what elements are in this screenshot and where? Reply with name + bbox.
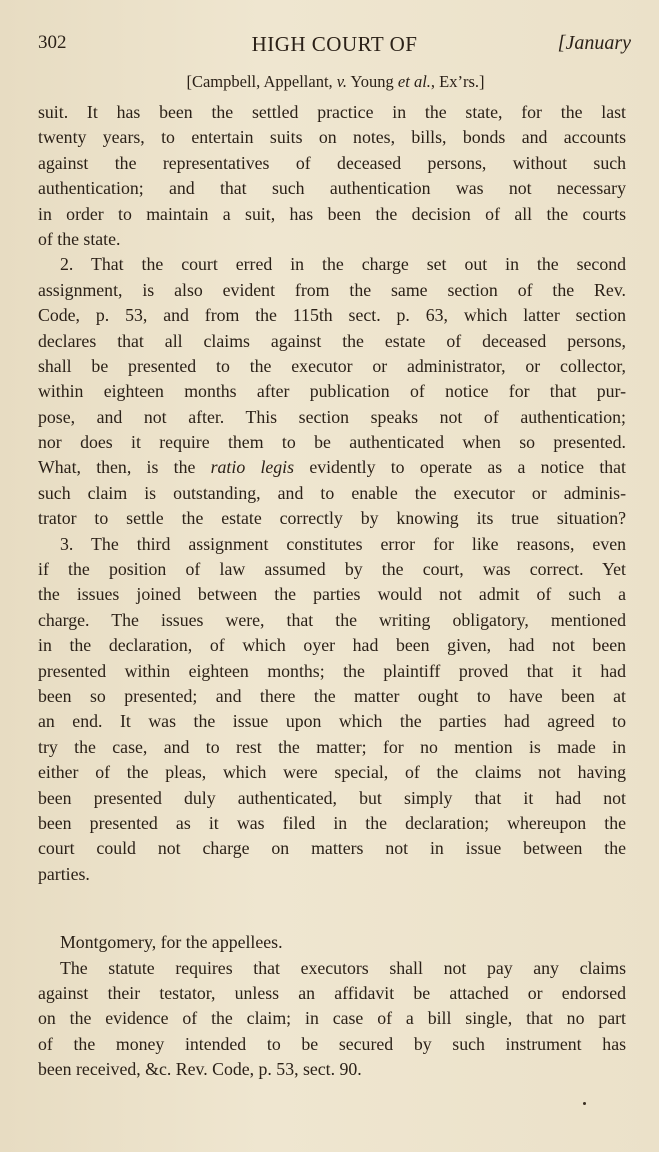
text-line: trator to settle the estate correctly by knowing its true situation? bbox=[38, 508, 626, 529]
text-line: declares that all claims against the estate of deceased persons, bbox=[38, 330, 626, 351]
caption-versus: v. bbox=[336, 72, 348, 91]
text-line: within eighteen months after publication of notice for that pur- bbox=[38, 381, 626, 402]
counsel-line: Montgomery, for the appellees. bbox=[60, 932, 283, 953]
caption-close: , Ex’rs.] bbox=[430, 72, 485, 91]
text-line: been presented duly authenticated, but simply that it had not bbox=[38, 787, 626, 808]
text-line: the issues joined between the parties would not admit of such a bbox=[38, 584, 626, 605]
caption-et-al: et al. bbox=[397, 72, 431, 91]
ink-speck bbox=[583, 1102, 586, 1105]
text-line: shall be presented to the executor or administrator, or collector, bbox=[38, 355, 626, 376]
page-number: 302 bbox=[38, 32, 67, 53]
text-line: if the position of law assumed by the court, was correct. Yet bbox=[38, 559, 626, 580]
text-line: in order to maintain a suit, has been the decision of all the courts bbox=[38, 203, 626, 224]
text-line: Code, p. 53, and from the 115th sect. p. 63, which latter section bbox=[38, 305, 626, 326]
ratio-line-before: What, then, is the bbox=[38, 457, 211, 478]
running-month: [January bbox=[557, 32, 631, 54]
text-line: suit. It has been the settled practice in the state, for the last bbox=[38, 102, 626, 122]
text-line: been presented as it was filed in the declaration; whereupon the bbox=[38, 812, 626, 833]
text-line: either of the pleas, which were special, of the claims not having bbox=[38, 762, 626, 783]
text-line: been so presented; and there the matter ought to have been at bbox=[38, 685, 626, 706]
caption-middle: Young bbox=[347, 72, 398, 91]
body-text bbox=[38, 100, 626, 1082]
case-caption bbox=[40, 72, 631, 92]
paragraph-gap bbox=[38, 887, 626, 930]
text-line: of the money intended to be secured by such instrument has bbox=[38, 1033, 626, 1054]
text-line: try the case, and to rest the matter; for no mention is made in bbox=[38, 736, 626, 757]
text-line: parties. bbox=[38, 863, 90, 884]
text-line: 2. That the court erred in the charge set out in the second bbox=[60, 254, 626, 275]
text-line: presented within eighteen months; the plaintiff proved that it had bbox=[38, 660, 626, 681]
running-title: HIGH COURT OF bbox=[251, 32, 418, 56]
text-line: such claim is outstanding, and to enable the executor or adminis- bbox=[38, 482, 626, 503]
text-line: 3. The third assignment constitutes error for like reasons, even bbox=[60, 533, 626, 554]
text-line: assignment, is also evident from the same section of the Rev. bbox=[38, 279, 626, 300]
page-header bbox=[38, 32, 631, 62]
ratio-line-after: evidently to operate as a notice that bbox=[294, 457, 626, 478]
text-line: court could not charge on matters not in issue between the bbox=[38, 838, 626, 859]
text-line: charge. The issues were, that the writing obligatory, mentioned bbox=[38, 609, 626, 630]
text-line: in the declaration, of which oyer had been given, had not been bbox=[38, 635, 626, 656]
text-line: been received, &c. Rev. Code, p. 53, sect. 90. bbox=[38, 1059, 362, 1080]
text-line: on the evidence of the claim; in case of a bill single, that no part bbox=[38, 1008, 626, 1029]
text-line: The statute requires that executors shall not pay any claims bbox=[60, 957, 626, 978]
text-line: against their testator, unless an affidavit be attached or endorsed bbox=[38, 982, 626, 1003]
text-line: twenty years, to entertain suits on notes, bills, bonds and accounts bbox=[38, 127, 626, 148]
ratio-legis-phrase: ratio legis bbox=[210, 457, 295, 478]
text-line: authentication; and that such authentication was not necessary bbox=[38, 178, 626, 199]
text-line: pose, and not after. This section speaks not of authentication; bbox=[38, 406, 626, 427]
text-line: of the state. bbox=[38, 228, 121, 249]
text-line: an end. It was the issue upon which the parties had agreed to bbox=[38, 711, 626, 732]
text-line-ratio-legis bbox=[38, 455, 626, 480]
text-line: against the representatives of deceased persons, without such bbox=[38, 152, 626, 173]
caption-open: [Campbell, Appellant, bbox=[186, 72, 337, 91]
text-line: nor does it require them to be authenticated when so presented. bbox=[38, 432, 626, 453]
